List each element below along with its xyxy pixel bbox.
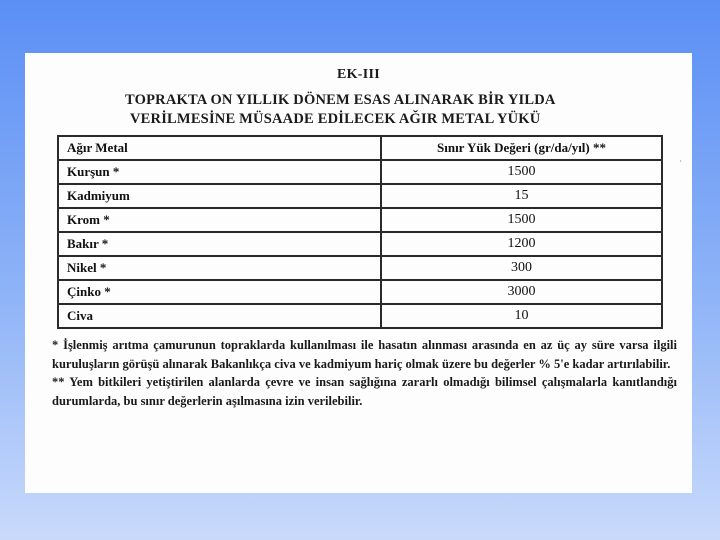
metal-name: Kurşun * <box>58 160 381 184</box>
limit-value: 3000 <box>381 280 662 304</box>
table-row <box>58 232 662 256</box>
limit-value: 15 <box>381 184 662 208</box>
header-metal: Ağır Metal <box>58 136 381 160</box>
table-row <box>58 160 662 184</box>
table-row <box>58 280 662 304</box>
limit-value: 1500 <box>381 160 662 184</box>
heavy-metal-table <box>57 135 663 329</box>
document-title <box>125 91 625 129</box>
scan-speck: · <box>679 157 682 166</box>
document-page <box>25 53 692 493</box>
annex-code: EK-III <box>336 67 381 82</box>
limit-value: 1500 <box>381 208 662 232</box>
limit-value: 300 <box>381 256 662 280</box>
metal-name: Çinko * <box>58 280 381 304</box>
metal-name: Krom * <box>58 208 381 232</box>
metal-name: Civa <box>58 304 381 328</box>
limit-value: 10 <box>381 304 662 328</box>
table-row <box>58 184 662 208</box>
metal-name: Kadmiyum <box>58 184 381 208</box>
footnotes <box>40 336 677 410</box>
footnote-double-star: ** Yem bitkileri yetiştirilen alanlarda çevre ve insan sağlığına zararlı olmadığı bilimsel çalışmalarla kanıtlandığı durumlarda, bu sınır değerlerin aşılmasına izin verilebilir. <box>52 375 677 408</box>
footnote-single-star: * İşlenmiş arıtma çamurunun topraklarda kullanılması ile hasatın alınması arasında en az üç ay süre varsa ilgili kuruluşların görüşü alınarak Bakanlıkça civa ve kadmiyum hariç olmak üzere bu değerler % 5'e kadar artırılabilir. <box>52 338 677 371</box>
metal-name: Nikel * <box>58 256 381 280</box>
table-row <box>58 208 662 232</box>
title-line-1: TOPRAKTA ON YILLIK DÖNEM ESAS ALINARAK BİR YILDA <box>125 92 556 108</box>
header-limit-value: Sınır Yük Değeri (gr/da/yıl) ** <box>381 136 662 160</box>
limit-value: 1200 <box>381 232 662 256</box>
table-row <box>58 256 662 280</box>
table-header-row <box>58 136 662 160</box>
table-row <box>58 304 662 328</box>
title-line-2: VERİLMESİNE MÜSAADE EDİLECEK AĞIR METAL YÜKÜ <box>130 111 541 127</box>
metal-name: Bakır * <box>58 232 381 256</box>
